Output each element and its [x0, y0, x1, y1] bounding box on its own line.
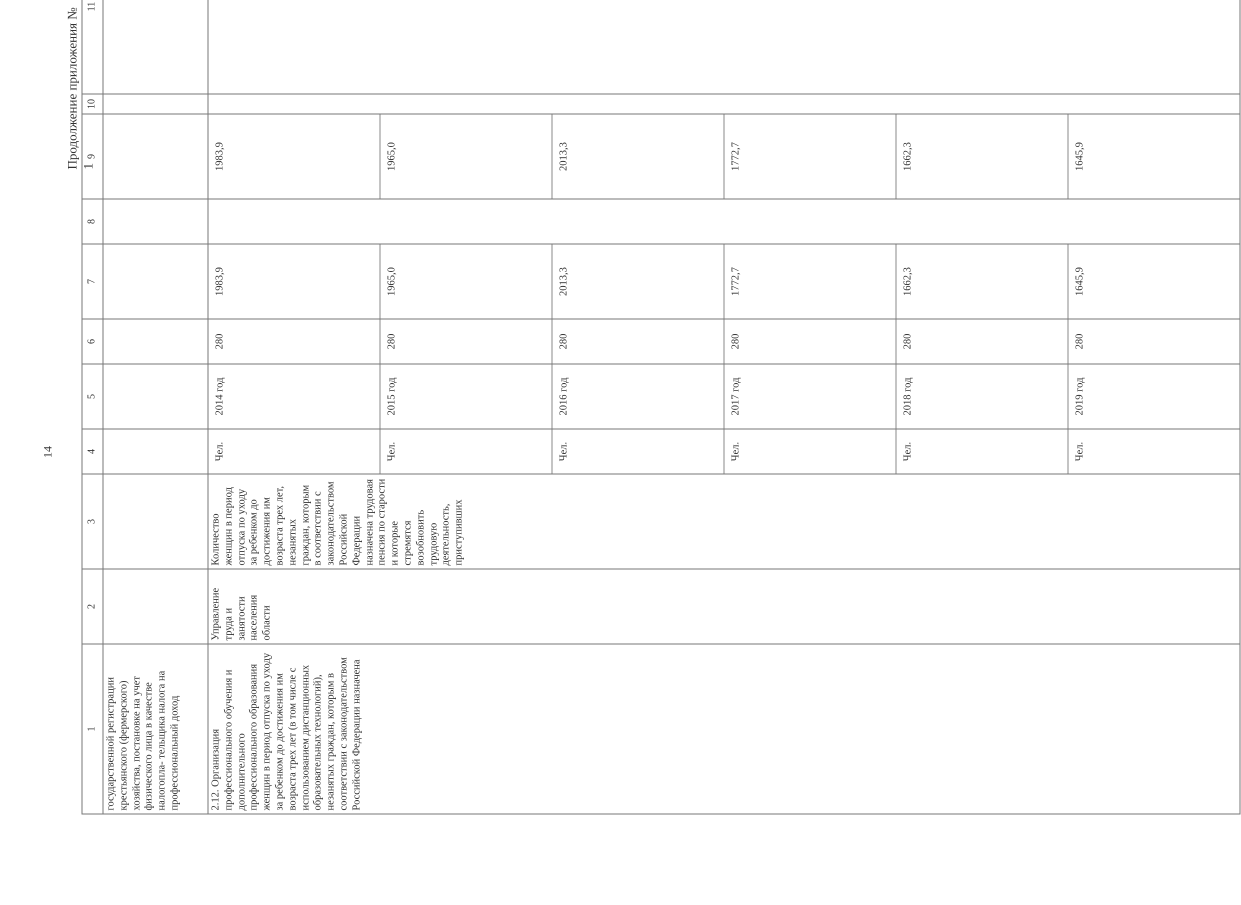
empty-cell [208, 0, 1240, 94]
rotated-page-content [1, 0, 1086, 905]
year-value: 2017 год [724, 365, 896, 429]
col9-value: 1662,3 [896, 115, 1068, 199]
empty-cell [103, 429, 208, 474]
responsible-executor: Управление труда и занятости населения области [208, 569, 1240, 644]
col-number: 11 [82, 0, 103, 94]
unit-value: Чел. [1074, 441, 1086, 462]
col7-value: 1772,7 [724, 245, 896, 319]
col9-value: 1645,9 [1074, 142, 1086, 171]
col7-list [209, 245, 1240, 319]
year-value: 2016 год [552, 365, 724, 429]
col7-value: 1983,9 [209, 245, 381, 319]
empty-cell [103, 114, 208, 199]
unit-value: Чел. [209, 430, 381, 474]
empty-cell [103, 569, 208, 644]
indicator-name: Количество женщин в период отпуска по уходу за ребенком до достижения им возраста трех лет, незанятых граждан, которым в соответствии с законодательством Российской Федерации назначена трудовая пенсия по старости и которые стремятся возобновить трудовую деятельность, приступивших [208, 474, 1240, 569]
col9-column [208, 114, 1240, 199]
empty-cell [103, 0, 208, 94]
col6-value: 280 [1074, 333, 1086, 350]
col6-column [208, 319, 1240, 364]
col6-value: 280 [724, 320, 896, 364]
empty-cell [103, 319, 208, 364]
row-description: государственной регистрации крестьянского (фермерского) хозяйства, постановке на учет физического лица в качестве налогопла- тельщика налога на профессиональный доход [103, 644, 208, 814]
year-column [208, 364, 1240, 429]
col6-value: 280 [552, 320, 724, 364]
col-number: 9 [82, 114, 103, 199]
empty-cell [103, 364, 208, 429]
col-number: 7 [82, 244, 103, 319]
year-value: 2019 год [1074, 377, 1086, 416]
page-number: 14 [40, 446, 55, 458]
empty-cell [208, 199, 1240, 244]
unit-value: Чел. [552, 430, 724, 474]
col7-value: 1645,9 [1074, 267, 1086, 296]
year-value: 2018 год [896, 365, 1068, 429]
column-number-row [82, 0, 103, 814]
col9-value: 2013,3 [552, 115, 724, 199]
col6-list [209, 320, 1240, 364]
col7-column [208, 244, 1240, 319]
col9-value: 1965,0 [380, 115, 552, 199]
col-number: 10 [82, 94, 103, 114]
empty-cell [103, 474, 208, 569]
unit-list [209, 430, 1240, 474]
col-number: 1 [82, 644, 103, 814]
empty-cell [208, 94, 1240, 114]
col-number: 5 [82, 364, 103, 429]
col6-value: 280 [896, 320, 1068, 364]
unit-value: Чел. [896, 430, 1068, 474]
col-number: 3 [82, 474, 103, 569]
col9-value: 1772,7 [724, 115, 896, 199]
measure-description: 2.12. Организация профессионального обучения и дополнительного профессионального образования женщин в период отпуска по уходу за ребенком до достижения им возраста трех лет (в том числе с использованием дистанционных образовательных технологий), незанятых граждан, которым в соответствии с законодательством Российской Федерации назначена [208, 644, 1240, 814]
year-list [209, 365, 1240, 429]
appendix-table [82, 0, 1241, 815]
unit-value: Чел. [724, 430, 896, 474]
col-number: 6 [82, 319, 103, 364]
col-number: 4 [82, 429, 103, 474]
empty-cell [103, 94, 208, 114]
col9-list [209, 115, 1240, 199]
col-number: 8 [82, 199, 103, 244]
unit-column [208, 429, 1240, 474]
year-value: 2014 год [209, 365, 381, 429]
col9-value: 1983,9 [209, 115, 381, 199]
table-row [103, 0, 208, 814]
col6-value: 280 [380, 320, 552, 364]
col7-value: 2013,3 [552, 245, 724, 319]
col-number: 2 [82, 569, 103, 644]
unit-value: Чел. [380, 430, 552, 474]
empty-cell [103, 244, 208, 319]
col7-value: 1662,3 [896, 245, 1068, 319]
table-row [208, 0, 1240, 814]
continuation-label: Продолжение приложения № 1 [64, 7, 96, 170]
col6-value: 280 [209, 320, 381, 364]
empty-cell [103, 199, 208, 244]
year-value: 2015 год [380, 365, 552, 429]
col7-value: 1965,0 [380, 245, 552, 319]
